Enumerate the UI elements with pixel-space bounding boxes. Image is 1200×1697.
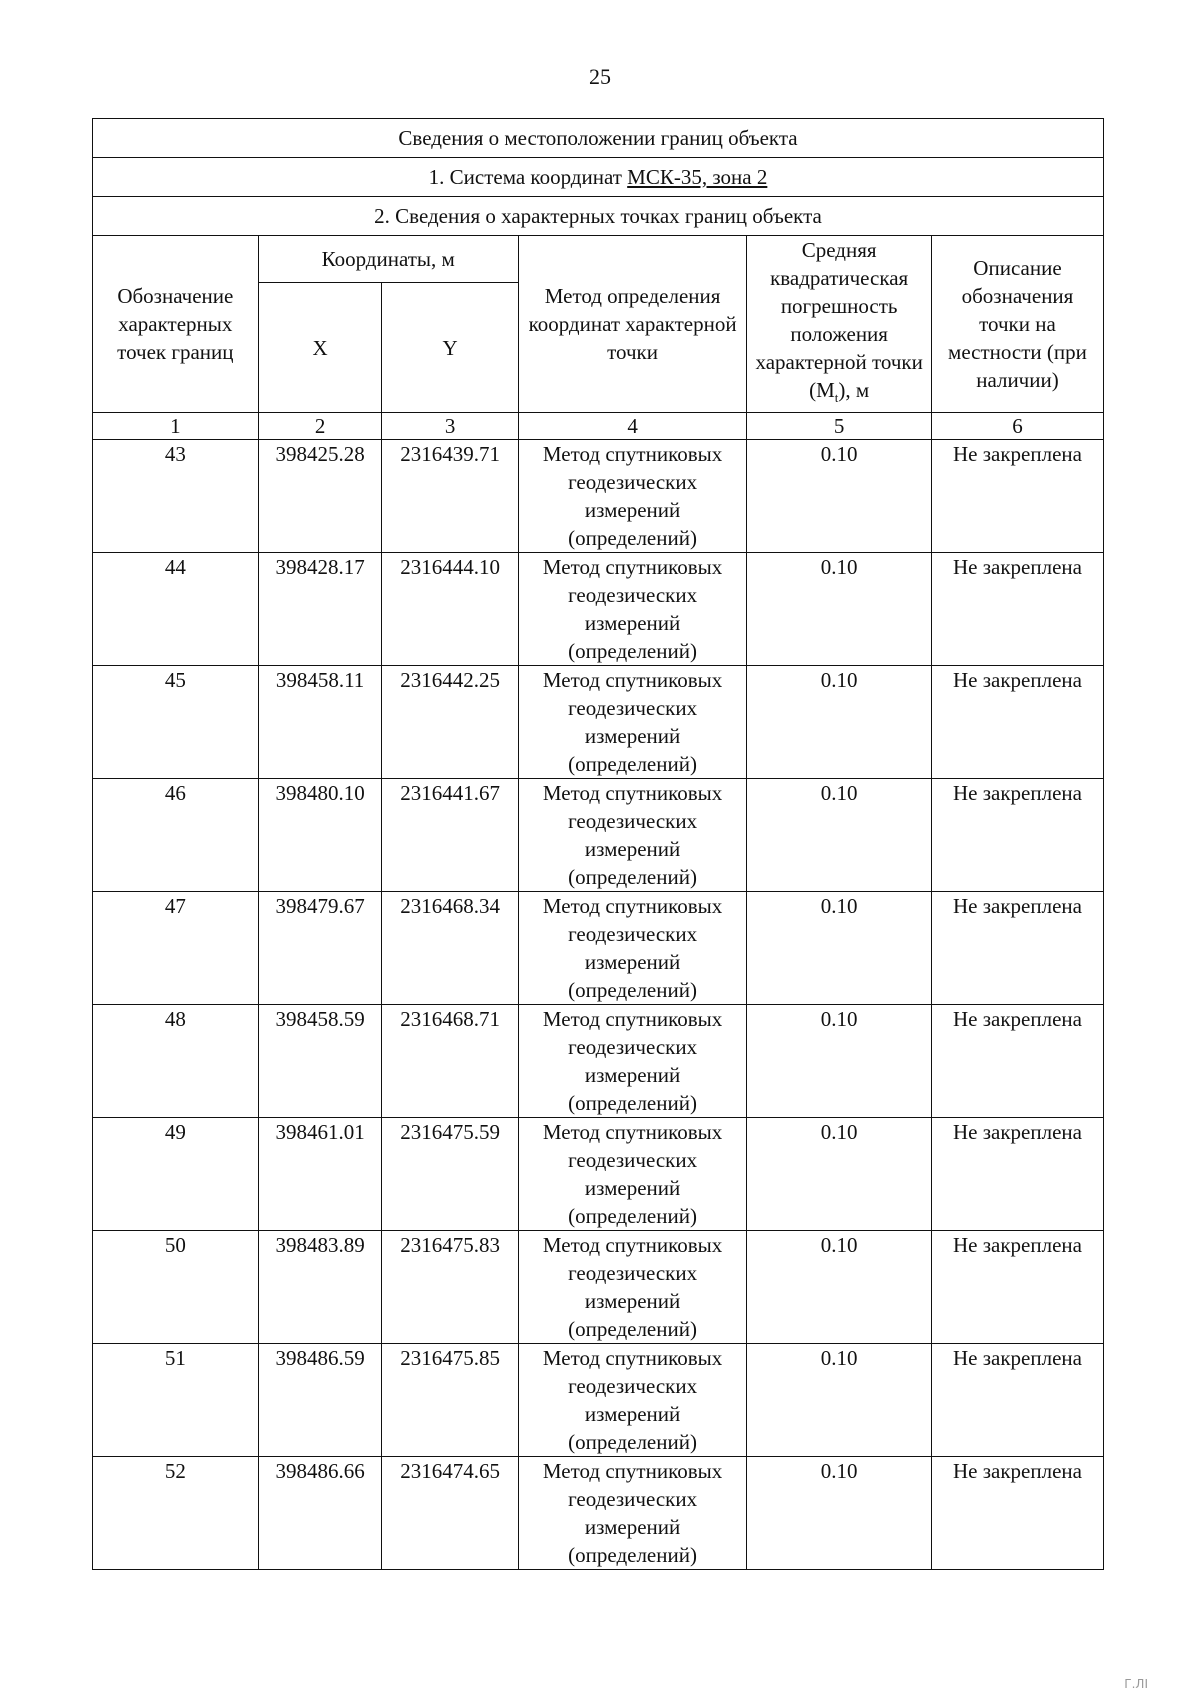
method: Метод спутниковых геодезических измерений (определений) — [518, 553, 747, 666]
coord-x: 398428.17 — [258, 553, 382, 666]
coord-x: 398486.59 — [258, 1344, 382, 1457]
table-title-row — [93, 119, 1104, 158]
column-number: 2 — [258, 413, 382, 440]
coord-y: 2316474.65 — [382, 1457, 518, 1570]
description: Не закреплена — [931, 440, 1103, 553]
table-row — [93, 892, 1104, 1005]
column-number: 4 — [518, 413, 747, 440]
error-value: 0.10 — [747, 1118, 932, 1231]
point-id: 43 — [93, 440, 259, 553]
coord-x: 398425.28 — [258, 440, 382, 553]
table-row — [93, 1344, 1104, 1457]
description: Не закреплена — [931, 1005, 1103, 1118]
coord-x: 398458.59 — [258, 1005, 382, 1118]
coord-y: 2316475.83 — [382, 1231, 518, 1344]
coord-x: 398461.01 — [258, 1118, 382, 1231]
point-id: 46 — [93, 779, 259, 892]
header-y: Y — [382, 283, 518, 413]
error-value: 0.10 — [747, 1231, 932, 1344]
coord-y: 2316475.59 — [382, 1118, 518, 1231]
point-id: 51 — [93, 1344, 259, 1457]
scan-mark: Г.ЛI — [1124, 1677, 1148, 1691]
description: Не закреплена — [931, 553, 1103, 666]
header-error-tail: ), м — [838, 378, 870, 402]
coord-system-prefix: 1. Система координат — [428, 165, 628, 189]
column-number: 5 — [747, 413, 932, 440]
table-row — [93, 1457, 1104, 1570]
header-error-sub: t — [834, 390, 839, 406]
coord-y: 2316444.10 — [382, 553, 518, 666]
coord-x: 398479.67 — [258, 892, 382, 1005]
header-description: Описание обозначения точки на местности (при наличии) — [931, 236, 1103, 413]
description: Не закреплена — [931, 666, 1103, 779]
header-x: X — [258, 283, 382, 413]
table-row — [93, 666, 1104, 779]
coord-system-value: МСК-35, зона 2 — [627, 165, 768, 189]
column-number: 6 — [931, 413, 1103, 440]
table-row — [93, 779, 1104, 892]
column-numbers-row — [93, 413, 1104, 440]
coord-system — [93, 158, 1104, 197]
header-row — [93, 236, 1104, 283]
method: Метод спутниковых геодезических измерений (определений) — [518, 1231, 747, 1344]
point-id: 47 — [93, 892, 259, 1005]
table-row — [93, 1231, 1104, 1344]
point-id: 45 — [93, 666, 259, 779]
error-value: 0.10 — [747, 892, 932, 1005]
point-id: 44 — [93, 553, 259, 666]
header-coordinates: Координаты, м — [258, 236, 518, 283]
description: Не закреплена — [931, 1457, 1103, 1570]
coord-system-row — [93, 158, 1104, 197]
header-method: Метод определения координат характерной точки — [518, 236, 747, 413]
table-row — [93, 553, 1104, 666]
coord-y: 2316468.34 — [382, 892, 518, 1005]
coord-y: 2316439.71 — [382, 440, 518, 553]
point-id: 50 — [93, 1231, 259, 1344]
method: Метод спутниковых геодезических измерений (определений) — [518, 1457, 747, 1570]
error-value: 0.10 — [747, 553, 932, 666]
boundary-points-table — [92, 118, 1104, 1570]
description: Не закреплена — [931, 1344, 1103, 1457]
table-row — [93, 1118, 1104, 1231]
method: Метод спутниковых геодезических измерений (определений) — [518, 1118, 747, 1231]
column-number: 1 — [93, 413, 259, 440]
method: Метод спутниковых геодезических измерений (определений) — [518, 779, 747, 892]
error-value: 0.10 — [747, 1457, 932, 1570]
error-value: 0.10 — [747, 1005, 932, 1118]
method: Метод спутниковых геодезических измерений (определений) — [518, 1005, 747, 1118]
header-designation: Обозначение характерных точек границ — [93, 236, 259, 413]
method: Метод спутниковых геодезических измерений (определений) — [518, 1344, 747, 1457]
header-error-main: Средняя квадратическая погрешность положения характерной точки (M — [755, 238, 923, 402]
description: Не закреплена — [931, 1231, 1103, 1344]
point-id: 48 — [93, 1005, 259, 1118]
coord-y: 2316441.67 — [382, 779, 518, 892]
point-id: 49 — [93, 1118, 259, 1231]
error-value: 0.10 — [747, 666, 932, 779]
point-id: 52 — [93, 1457, 259, 1570]
coord-x: 398480.10 — [258, 779, 382, 892]
coord-y: 2316475.85 — [382, 1344, 518, 1457]
table-title: Сведения о местоположении границ объекта — [93, 119, 1104, 158]
description: Не закреплена — [931, 779, 1103, 892]
page-number: 25 — [589, 64, 611, 89]
header-error — [747, 236, 932, 413]
description: Не закреплена — [931, 1118, 1103, 1231]
error-value: 0.10 — [747, 779, 932, 892]
method: Метод спутниковых геодезических измерений (определений) — [518, 892, 747, 1005]
description: Не закреплена — [931, 892, 1103, 1005]
coord-y: 2316442.25 — [382, 666, 518, 779]
coord-y: 2316468.71 — [382, 1005, 518, 1118]
coord-x: 398486.66 — [258, 1457, 382, 1570]
method: Метод спутниковых геодезических измерений (определений) — [518, 666, 747, 779]
table-row — [93, 440, 1104, 553]
coord-x: 398458.11 — [258, 666, 382, 779]
coord-x: 398483.89 — [258, 1231, 382, 1344]
error-value: 0.10 — [747, 440, 932, 553]
column-number: 3 — [382, 413, 518, 440]
table-row — [93, 1005, 1104, 1118]
method: Метод спутниковых геодезических измерений (определений) — [518, 440, 747, 553]
section-title: 2. Сведения о характерных точках границ объекта — [93, 197, 1104, 236]
section-title-row — [93, 197, 1104, 236]
error-value: 0.10 — [747, 1344, 932, 1457]
